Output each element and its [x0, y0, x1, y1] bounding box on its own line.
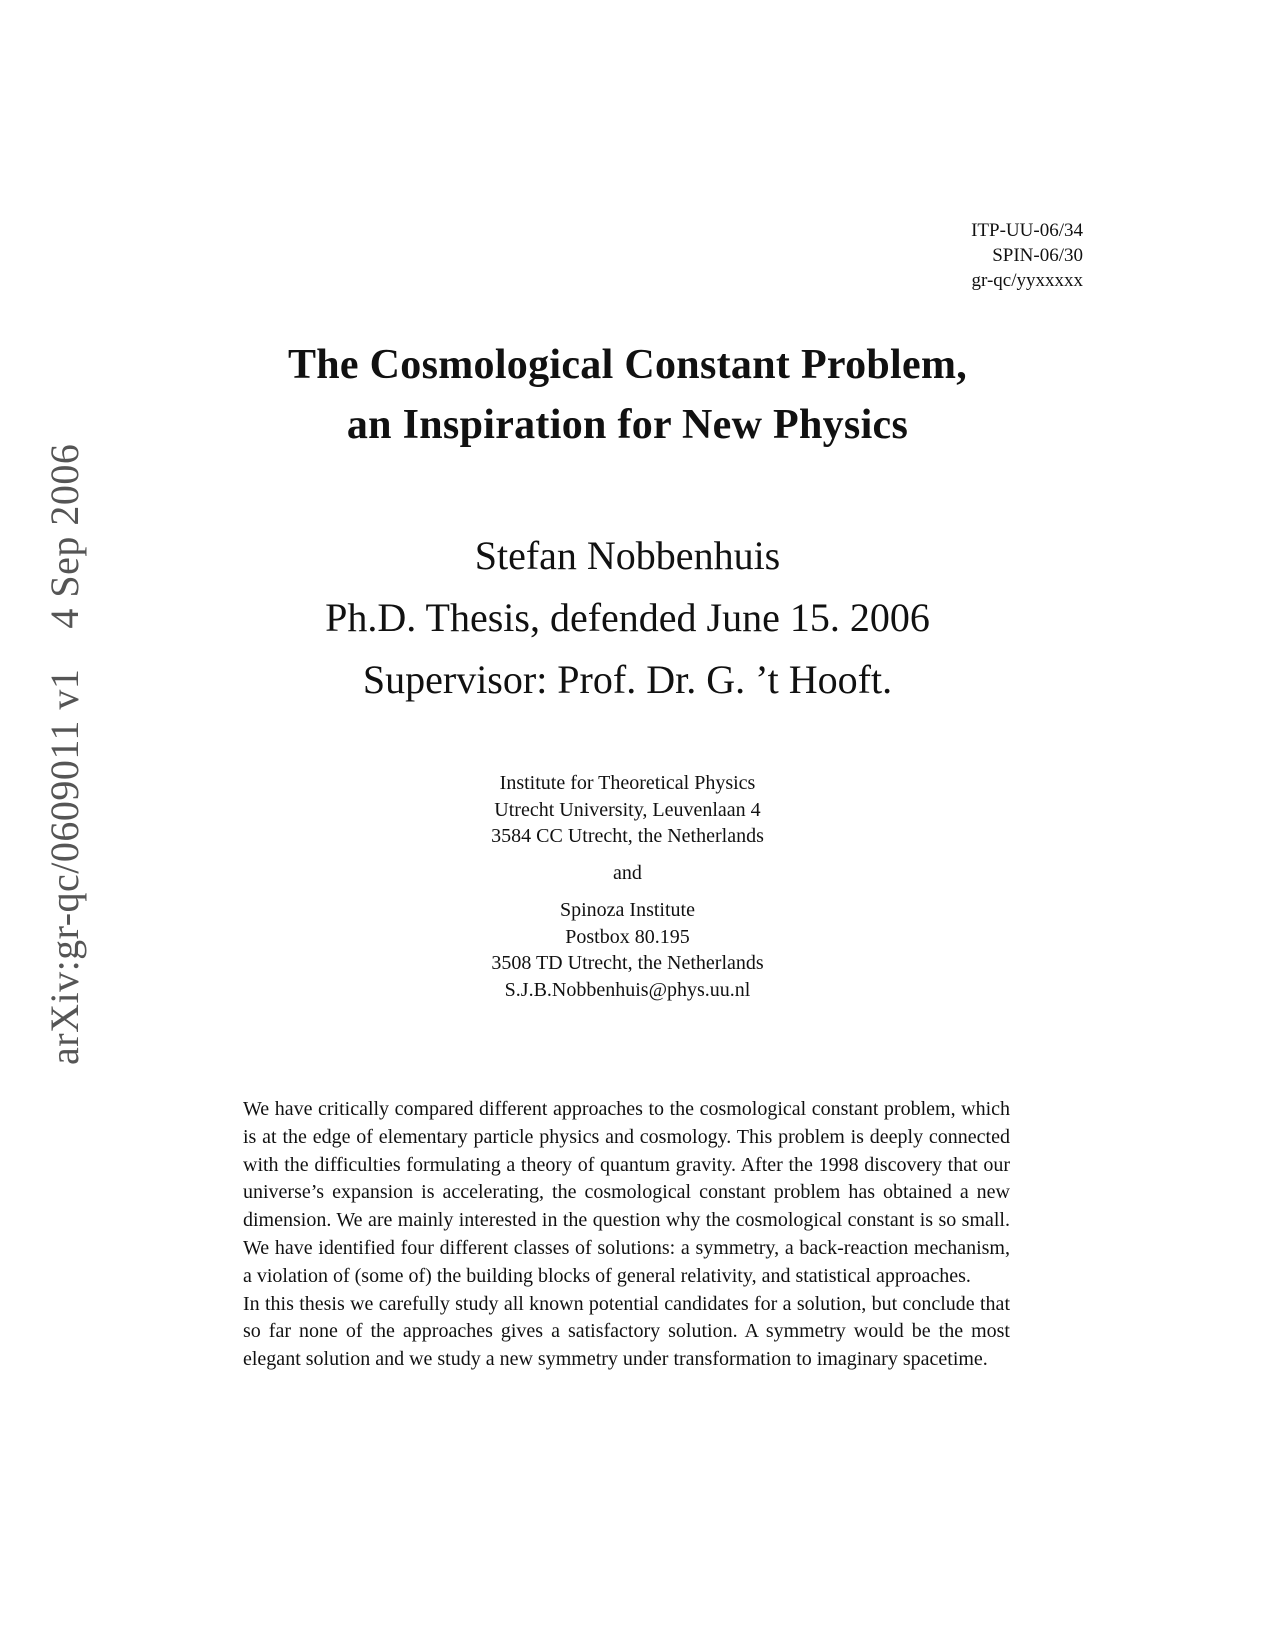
- arxiv-date: 4 Sep 2006: [42, 443, 87, 629]
- thesis-info: Ph.D. Thesis, defended June 15. 2006: [325, 595, 930, 640]
- paper-title: [0, 335, 1255, 455]
- affiliation-and: and: [613, 862, 642, 884]
- abstract: [243, 1096, 1010, 1374]
- affiliation-line: Utrecht University, Leuvenlaan 4: [494, 798, 761, 821]
- affiliation-spinoza: [0, 897, 1255, 1003]
- affiliation-line: Institute for Theoretical Physics: [499, 772, 756, 794]
- supervisor: Supervisor: Prof. Dr. G. ’t Hooft.: [362, 657, 893, 702]
- author-block: [0, 525, 1255, 711]
- report-number: ITP-UU-06/34: [971, 220, 1083, 241]
- report-numbers: [971, 218, 1083, 293]
- affiliation-line: 3584 CC Utrecht, the Netherlands: [491, 825, 764, 847]
- author-name: Stefan Nobbenhuis: [474, 533, 781, 578]
- affiliation-itp: [0, 770, 1255, 850]
- author-email: S.J.B.Nobbenhuis@phys.uu.nl: [504, 978, 751, 1001]
- title-line: The Cosmological Constant Problem,: [287, 342, 968, 388]
- report-number: gr-qc/yyxxxxx: [971, 270, 1083, 291]
- arxiv-id: arXiv:gr-qc/0609011 v1: [42, 668, 87, 1065]
- affiliation-line: Spinoza Institute: [560, 899, 695, 921]
- report-number: SPIN-06/30: [992, 245, 1083, 266]
- affiliation-line: 3508 TD Utrecht, the Netherlands: [491, 952, 764, 974]
- title-line: an Inspiration for New Physics: [346, 402, 909, 448]
- affiliation-connector: [0, 860, 1255, 887]
- affiliation-line: Postbox 80.195: [565, 925, 690, 948]
- abstract-paragraph: In this thesis we carefully study all known potential candidates for a solution, but conclude that so far none of the approaches gives a satisfactory solution. A symmetry would be the most elegant solution and we study a new symmetry under transformation to imaginary spacetime.: [243, 1292, 1010, 1371]
- abstract-paragraph: We have critically compared different approaches to the cosmological constant problem, which is at the edge of elementary particle physics and cosmology. This problem is deeply connected with the difficulties formulating a theory of quantum gravity. After the 1998 discovery that our universe’s expansion is accelerating, the cosmological constant problem has obtained a new dimension. We are mainly interested in the question why the cosmological constant is so small. We have identified four different classes of solutions: a symmetry, a back-reaction mechanism, a violation of (some of) the building blocks of general relativity, and statistical approaches.: [243, 1098, 1010, 1287]
